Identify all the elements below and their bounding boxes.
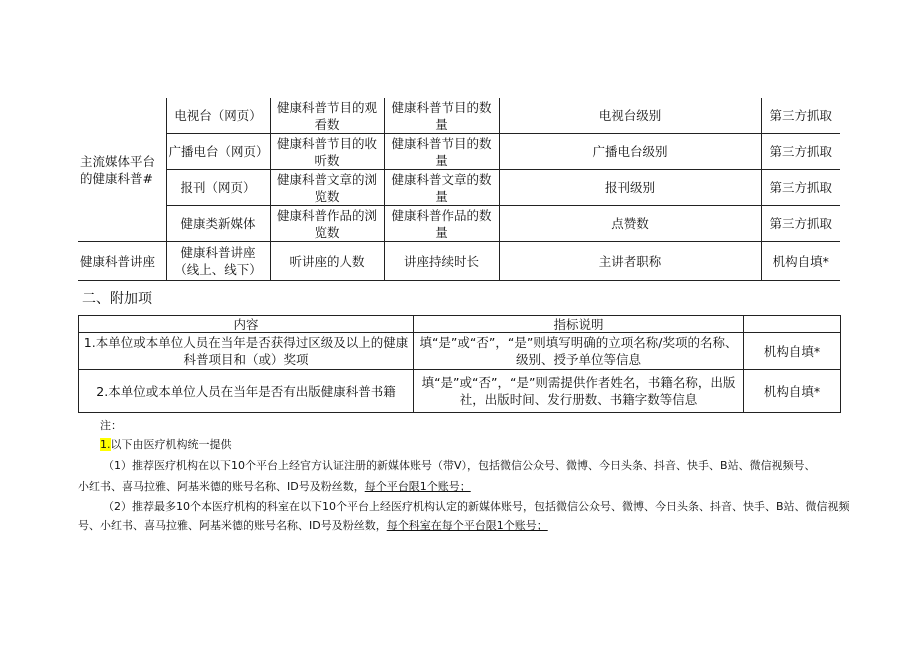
note-underlined-text: 每个科室在每个平台限1个账号； bbox=[386, 519, 548, 532]
note-para-1-line-1: （1）推荐医疗机构在以下10个平台上经官方认证注册的新媒体账号（带V），包括微信公众号、微博、今日头条、抖音、快手、B站、微信视频号、 bbox=[103, 459, 816, 472]
reach-metric-cell: 健康科普作品的浏览数 bbox=[270, 206, 384, 242]
table-row bbox=[79, 333, 841, 370]
count-metric-cell: 健康科普节目的数量 bbox=[384, 134, 499, 170]
count-metric-cell: 健康科普文章的数量 bbox=[384, 170, 499, 206]
platform-cell: 健康类新媒体 bbox=[166, 206, 270, 242]
note-underlined-text: 每个平台限1个账号； bbox=[364, 480, 471, 493]
content-cell: 2.本单位或本单位人员在当年是否有出版健康科普书籍 bbox=[79, 370, 414, 413]
level-cell: 报刊级别 bbox=[499, 170, 761, 206]
level-cell: 主讲者职称 bbox=[499, 242, 761, 281]
source-cell: 第三方抓取 bbox=[761, 206, 840, 242]
section-title: 二、附加项 bbox=[82, 291, 152, 307]
table-row bbox=[78, 170, 840, 206]
platform-cell: 健康科普讲座（线上、线下） bbox=[166, 242, 270, 281]
level-cell: 点赞数 bbox=[499, 206, 761, 242]
reach-metric-cell: 健康科普文章的浏览数 bbox=[270, 170, 384, 206]
description-cell: 填“是”或“否”，“是”则需提供作者姓名，书籍名称，出版社，出版时间、发行册数、书籍字数等信息 bbox=[414, 370, 744, 413]
reach-metric-cell: 听讲座的人数 bbox=[270, 242, 384, 281]
level-cell: 电视台级别 bbox=[499, 98, 761, 134]
reach-metric-cell: 健康科普节目的观看数 bbox=[270, 98, 384, 134]
source-cell: 机构自填* bbox=[744, 370, 841, 413]
count-metric-cell: 健康科普节目的数量 bbox=[384, 98, 499, 134]
content-cell: 1.本单位或本单位人员在当年是否获得过区级及以上的健康科普项目和（或）奖项 bbox=[79, 333, 414, 370]
source-cell: 第三方抓取 bbox=[761, 170, 840, 206]
media-metrics-table bbox=[78, 98, 840, 281]
note-item-1 bbox=[100, 437, 870, 453]
reach-metric-cell: 健康科普节目的收听数 bbox=[270, 134, 384, 170]
table-row bbox=[79, 370, 841, 413]
source-cell: 机构自填* bbox=[761, 242, 840, 281]
note-text: 小红书、喜马拉雅、阿基米德的账号名称、ID号及粉丝数， bbox=[78, 480, 365, 493]
note-para-2-line-2 bbox=[78, 518, 848, 534]
source-cell: 第三方抓取 bbox=[761, 134, 840, 170]
platform-cell: 电视台（网页） bbox=[166, 98, 270, 134]
lecture-group-label: 健康科普讲座 bbox=[78, 242, 166, 281]
mainstream-media-group-label: 主流媒体平台的健康科普# bbox=[78, 98, 166, 242]
platform-cell: 报刊（网页） bbox=[166, 170, 270, 206]
note-item-number: 1. bbox=[100, 438, 111, 451]
note-para-2-line-1: （2）推荐最多10个本医疗机构的科室在以下10个平台上经医疗机构认定的新媒体账号，包括微信公众号、微博、今日头条、抖音、快手、B站、微信视频 bbox=[103, 500, 850, 513]
note-text: 号、小红书、喜马拉雅、阿基米德的账号名称、ID号及粉丝数， bbox=[78, 519, 387, 532]
source-cell: 第三方抓取 bbox=[761, 98, 840, 134]
note-item-text: 以下由医疗机构统一提供 bbox=[110, 438, 232, 451]
header-description: 指标说明 bbox=[414, 316, 744, 333]
table-row bbox=[78, 206, 840, 242]
table-row bbox=[78, 98, 840, 134]
description-cell: 填“是”或“否”，“是”则填写明确的立项名称/奖项的名称、级别、授予单位等信息 bbox=[414, 333, 744, 370]
source-cell: 机构自填* bbox=[744, 333, 841, 370]
level-cell: 广播电台级别 bbox=[499, 134, 761, 170]
additional-items-table bbox=[78, 315, 841, 413]
count-metric-cell: 讲座持续时长 bbox=[384, 242, 499, 281]
platform-cell: 广播电台（网页） bbox=[166, 134, 270, 170]
note-para-1-line-2 bbox=[78, 479, 848, 495]
table-row bbox=[78, 134, 840, 170]
notes-label: 注： bbox=[100, 419, 122, 432]
table-header-row bbox=[79, 316, 841, 333]
count-metric-cell: 健康科普作品的数量 bbox=[384, 206, 499, 242]
header-source bbox=[744, 316, 841, 333]
header-content: 内容 bbox=[79, 316, 414, 333]
table-row bbox=[78, 242, 840, 281]
